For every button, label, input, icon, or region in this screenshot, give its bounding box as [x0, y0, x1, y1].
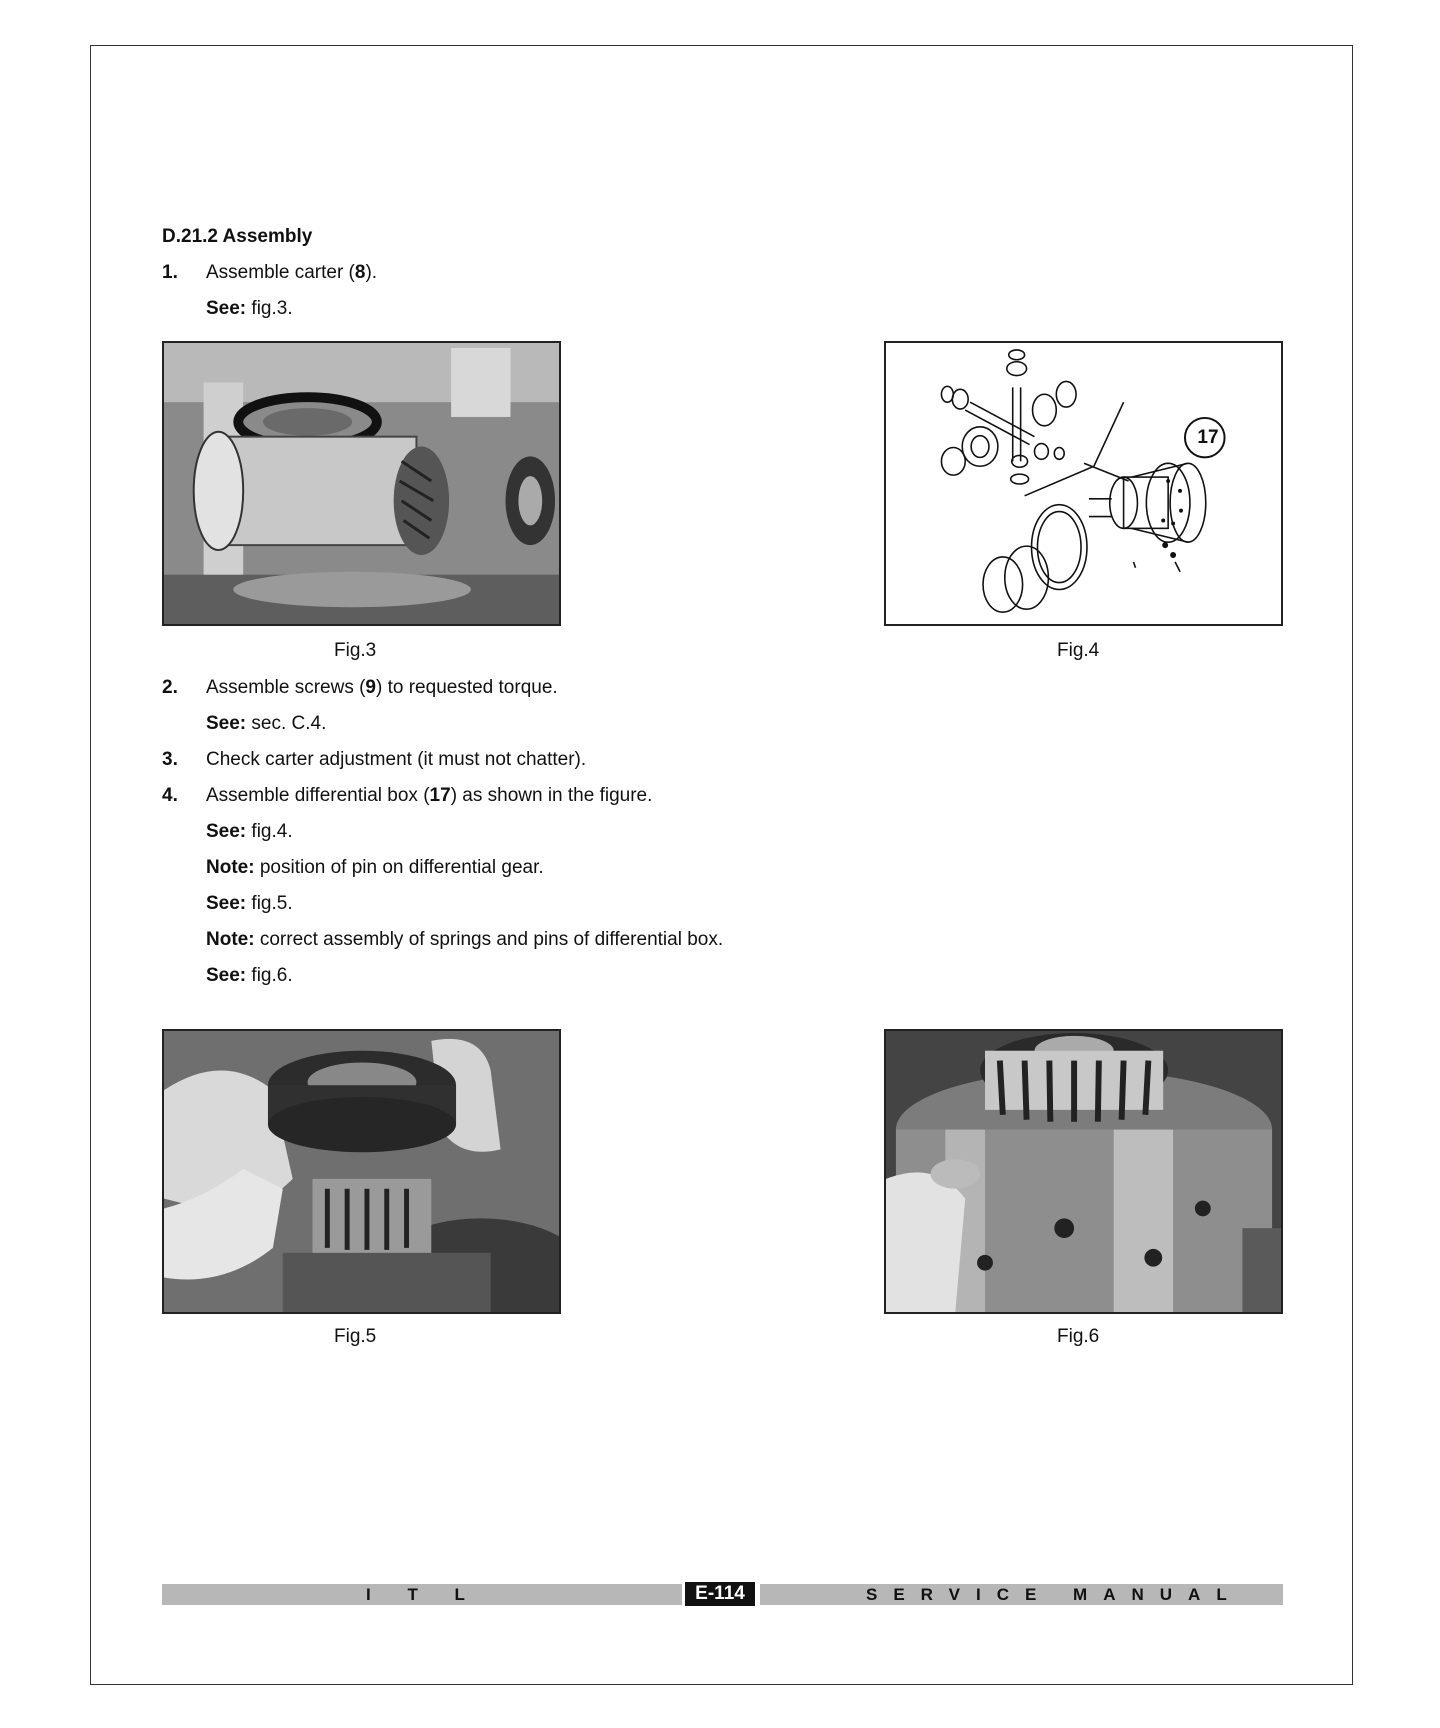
fig3-caption: Fig.3	[334, 640, 377, 661]
fig5-image	[164, 1031, 559, 1312]
section-heading: D.21.2 Assembly	[162, 226, 313, 247]
fig6-photo	[884, 1029, 1283, 1314]
fig5-caption: Fig.5	[334, 1326, 377, 1347]
fig4-diagram	[884, 341, 1283, 626]
page-number: E-114	[685, 1582, 755, 1606]
fig5-photo	[162, 1029, 561, 1314]
fig4-caption: Fig.4	[1057, 640, 1100, 661]
step-4-note-springs: Note: correct assembly of springs and pins of differential box.	[206, 929, 724, 950]
step-2-see: See: sec. C.4.	[206, 713, 327, 734]
fig6-image	[886, 1031, 1281, 1312]
fig6-caption: Fig.6	[1057, 1326, 1100, 1347]
step-1-see: See: fig.3.	[206, 298, 293, 319]
step-4-see-fig6: See: fig.6.	[206, 965, 293, 986]
fig3-photo	[162, 341, 561, 626]
step-4-note-pin: Note: position of pin on differential gear.	[206, 857, 544, 878]
fig3-image	[164, 343, 559, 624]
footer-company: I T L	[366, 1585, 481, 1604]
step-4-see-fig4: See: fig.4.	[206, 821, 293, 842]
footer-manual-title: SERVICE MANUAL	[866, 1585, 1243, 1604]
step-4-see-fig5: See: fig.5.	[206, 893, 293, 914]
fig4-callout-label: 17	[1197, 427, 1219, 448]
fig4-image	[886, 343, 1281, 624]
